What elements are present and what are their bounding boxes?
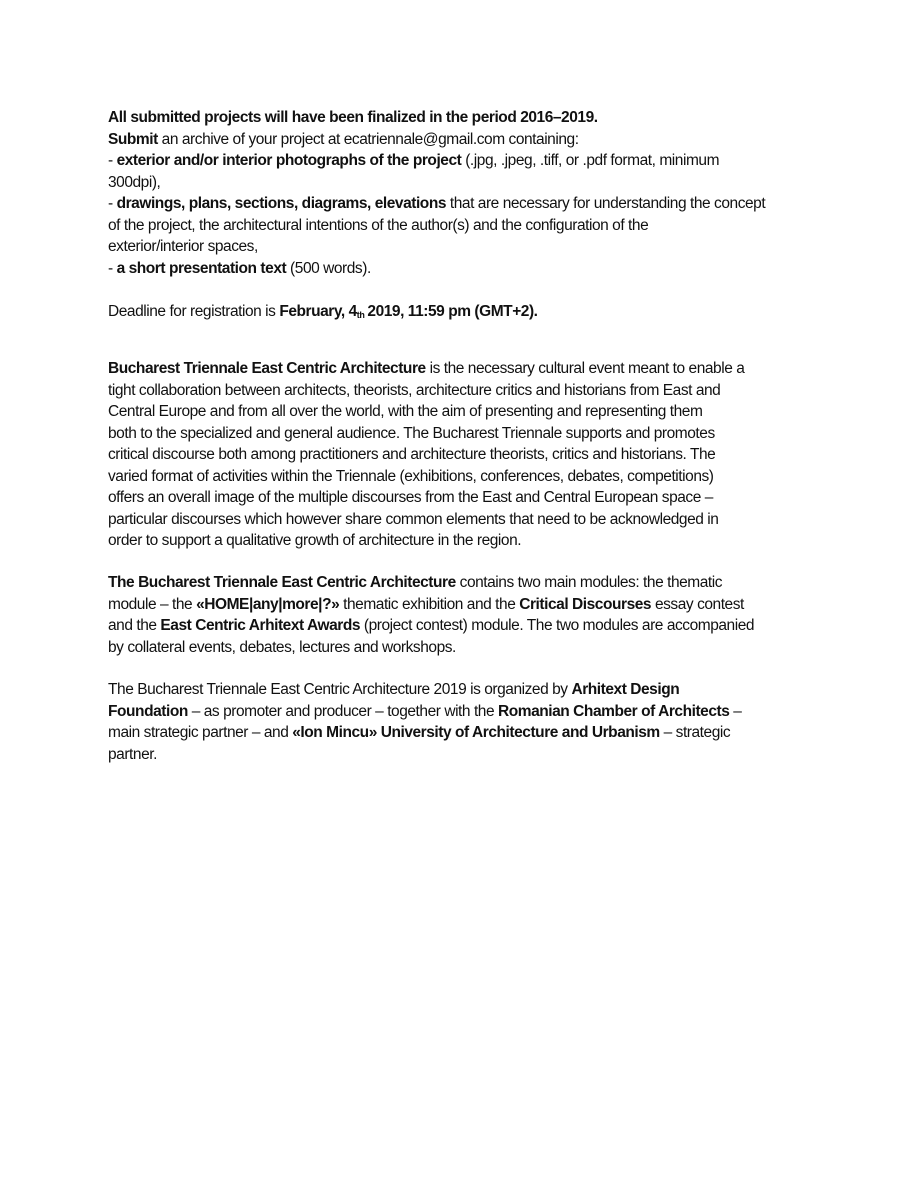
- text: and the: [108, 617, 161, 634]
- text: main strategic partner – and: [108, 724, 293, 741]
- text: particular discourses which however share common elements that need to be acknowledged in: [108, 510, 719, 528]
- bold-text: a short presentation text: [116, 259, 287, 277]
- text: exterior/interior spaces,: [108, 238, 258, 255]
- text-line: [108, 722, 741, 744]
- text-line: [108, 594, 754, 616]
- bold-text: Foundation: [108, 702, 188, 720]
- text: (.jpg, .jpeg, .tiff, or .pdf format, minimum: [461, 152, 720, 169]
- text-line: [108, 150, 765, 172]
- text-line: [108, 509, 744, 531]
- text: –: [729, 702, 742, 720]
- bold-text: Submit: [108, 130, 158, 148]
- text: offers an overall image of the multiple discourses from the East and Central European space –: [108, 489, 713, 506]
- text-line: [108, 615, 754, 637]
- bold-text: exterior and/or interior photographs of the project: [116, 152, 462, 169]
- modules-description: [108, 572, 754, 658]
- text: thematic exhibition and the: [339, 595, 520, 613]
- text-line: [108, 172, 765, 194]
- organizers: [108, 679, 741, 765]
- text-line: [108, 423, 744, 445]
- text-line: [108, 744, 741, 766]
- text: – as promoter and producer – together with the: [187, 702, 498, 720]
- text-line: [108, 258, 765, 280]
- text-line: [108, 301, 538, 323]
- text-line: [108, 444, 744, 466]
- text: Central Europe and from all over the world, with the aim of presenting and representing them: [108, 403, 703, 420]
- text-line: [108, 215, 765, 237]
- text: module – the: [108, 595, 197, 613]
- text: both to the specialized and general audience. The Bucharest Triennale supports and promotes: [108, 424, 715, 442]
- text: -: [108, 152, 117, 169]
- text-line: [108, 358, 744, 380]
- bold-text: Bucharest Triennale East Centric Architecture: [108, 360, 426, 377]
- text: Deadline for registration is: [108, 303, 280, 320]
- deadline: [108, 301, 538, 323]
- bold-text: All submitted projects will have been finalized in the period 2016–2019.: [108, 109, 598, 126]
- bold-text: «HOME|any|more|?»: [196, 595, 340, 613]
- text-line: [108, 572, 754, 594]
- text-line: [108, 401, 744, 423]
- text: – strategic: [659, 724, 731, 741]
- text-line: [108, 466, 744, 488]
- ordinal-suffix: th: [356, 310, 365, 320]
- text: tight collaboration between architects, theorists, architecture critics and historians from East and: [108, 381, 721, 399]
- text-line: [108, 701, 741, 723]
- text: varied format of activities within the Triennale (exhibitions, conferences, debates, competitions): [108, 467, 714, 485]
- bold-text: 2019, 11:59 pm (GMT+2).: [367, 303, 538, 320]
- triennale-description: [108, 358, 744, 552]
- bold-text: drawings, plans, sections, diagrams, elevations: [116, 195, 447, 212]
- text: by collateral events, debates, lectures and workshops.: [108, 638, 456, 656]
- text-line: [108, 487, 744, 509]
- bold-text: February, 4: [279, 303, 357, 320]
- text: (500 words).: [286, 259, 371, 277]
- bold-text: «Ion Mincu» University of Architecture and Urbanism: [292, 724, 660, 741]
- bold-text: East Centric Arhitext Awards: [160, 617, 361, 634]
- text: order to support a qualitative growth of architecture in the region.: [108, 532, 522, 549]
- text: an archive of your project at ecatriennale@gmail.com containing:: [157, 130, 579, 148]
- bold-text: Critical Discourses: [519, 595, 652, 613]
- text: -: [108, 195, 117, 212]
- text-line: [108, 129, 765, 151]
- text-line: [108, 107, 765, 129]
- text-line: [108, 380, 744, 402]
- bold-text: The Bucharest Triennale East Centric Architecture: [108, 574, 456, 591]
- text-line: [108, 637, 754, 659]
- text: partner.: [108, 745, 157, 763]
- text-line: [108, 193, 765, 215]
- text: of the project, the architectural intentions of the author(s) and the configuration of the: [108, 216, 649, 234]
- text-line: [108, 236, 765, 258]
- text: -: [108, 259, 117, 277]
- bold-text: Romanian Chamber of Architects: [498, 702, 730, 720]
- text: critical discourse both among practitioners and architecture theorists, critics and historians. The: [108, 446, 716, 463]
- text-line: [108, 679, 741, 701]
- text: that are necessary for understanding the concept: [446, 195, 766, 212]
- text: The Bucharest Triennale East Centric Architecture 2019 is organized by: [108, 681, 572, 698]
- text: contains two main modules: the thematic: [455, 574, 723, 591]
- text: 300dpi),: [108, 173, 161, 191]
- text: (project contest) module. The two modules are accompanied: [360, 617, 755, 634]
- text: essay contest: [651, 595, 744, 613]
- bold-text: Arhitext Design: [571, 681, 680, 698]
- text: is the necessary cultural event meant to enable a: [425, 360, 745, 377]
- submission-requirements: [108, 107, 765, 279]
- text-line: [108, 530, 744, 552]
